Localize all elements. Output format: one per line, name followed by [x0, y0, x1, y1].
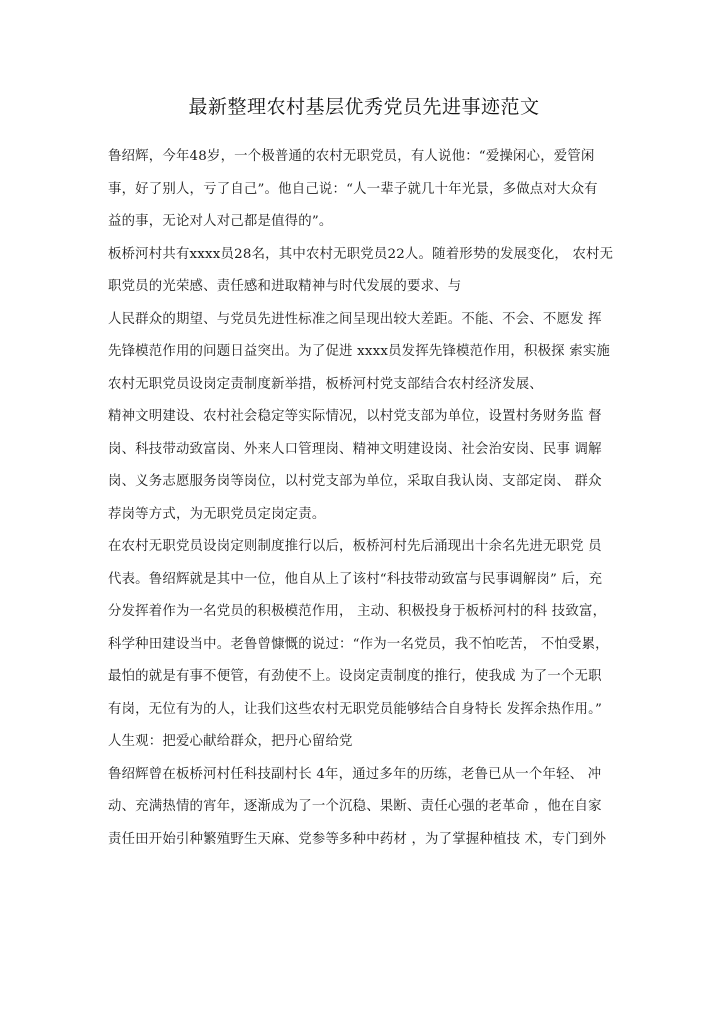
text-line: 分发挥着作为一名党员的积极模范作用， 主动、积极投身于板桥河村的科 技致富，: [108, 604, 607, 619]
text-line: 人民群众的期望、与党员先进性标准之间呈现出较大差距。不能、不会、不愿发 挥: [108, 311, 602, 327]
text-line: 代表。鲁绍辉就是其中一位，他自从上了该村“科技带动致富与民事调解岗” 后，充: [108, 571, 603, 587]
document-title: 最新整理农村基层优秀党员先进事迹范文: [188, 96, 540, 118]
text-line: 在农村无职党员设岗定则制度推行以后，板桥河村先后涌现出十余名先进无职党 员: [108, 539, 602, 554]
text-line: 岗、科技带动致富岗、外来人口管理岗、精神文明建设岗、社会治安岗、民事 调解: [108, 441, 602, 457]
text-line: 板桥河村共有xxxx员28名，其中农村无职党员22人。随着形势的发展变化， 农村无: [108, 246, 614, 262]
paragraph: [108, 141, 620, 239]
paragraph: [108, 531, 620, 726]
text-line: 动、充满热情的宵年，逐渐成为了一个沉稳、果断、责任心强的老革命 ，他在自家: [108, 799, 602, 814]
document-body: [108, 141, 620, 856]
text-line: 岗、义务志愿服务岗等岗位，以村党支部为单位，采取自我认岗、支部定岗、 群众: [108, 474, 602, 489]
text-line: 有岗，无位有为的人，让我们这些农村无职党员能够结合自身特长 发挥余热作用。”: [108, 701, 603, 717]
paragraph: [108, 726, 620, 759]
text-line: 人生观：把爱心献给群众，把丹心留给党: [108, 734, 353, 749]
text-line: 职党员的光荣感、责任感和进取精神与时代发展的要求、与: [108, 279, 462, 294]
text-line: 最怕的就是有事不便管，有劲使不上。设岗定责制度的推行，使我成 为了一个无职: [108, 669, 602, 684]
paragraph: [108, 304, 620, 402]
text-line: 鲁绍辉，今年48岁，一个极普通的农村无职党员，有人说他：“爱操闲心，爱管闲: [108, 149, 595, 164]
text-line: 精神文明建设、农村社会稳定等实际情况，以村党支部为单位，设置村务财务监 督: [108, 409, 602, 424]
text-line: 益的事，无论对人对己都是值得的”。: [108, 214, 333, 229]
text-line: 事，好了别人，亏了自己”。他自己说：“人一辈子就几十年光景，多做点对大众有: [108, 181, 598, 197]
text-line: 农村无职党员设岗定责制度新举措，板桥河村党支部结合农村经济发展、: [108, 376, 543, 392]
paragraph: [108, 759, 620, 857]
paragraph: [108, 239, 620, 304]
text-line: 鲁绍辉曾在板桥河村任科技副村长 4年，通过多年的历练，老鲁已从一个年轻、 冲: [108, 766, 602, 782]
text-line: 荐岗等方式，为无职党员定岗定责。: [108, 506, 326, 522]
text-line: 先锋模范作用的问题日益突出。为了促进 xxxx员发挥先锋模范作用，积极探 索实施: [108, 344, 610, 359]
text-line: 责任田开始引种繁殖野生天麻、党参等多种中药材 ，为了掌握种植技 术，专门到外: [108, 831, 607, 847]
text-line: 科学种田建设当中。老鲁曾慷慨的说过：“作为一名党员，我不怕吃苦， 不怕受累，: [108, 636, 609, 652]
paragraph: [108, 401, 620, 531]
